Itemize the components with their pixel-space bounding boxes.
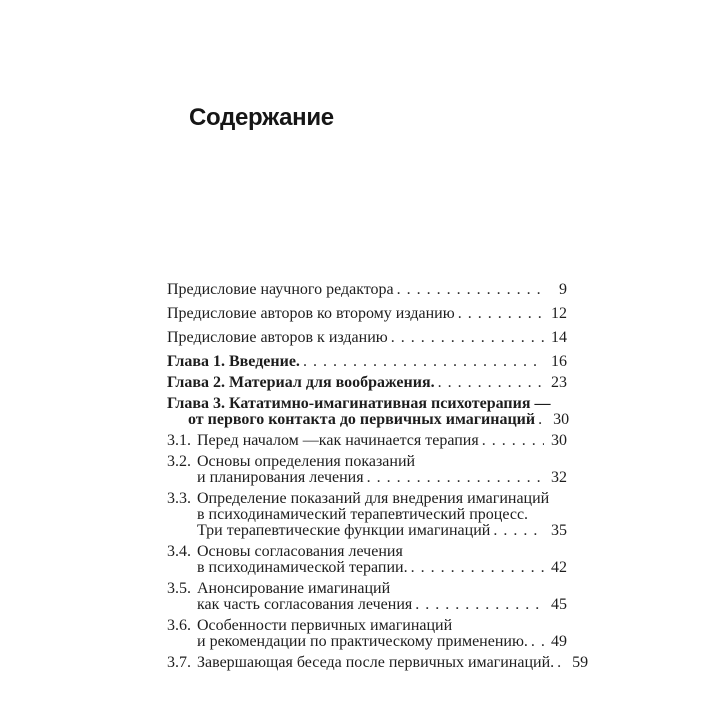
toc-entry-text: Глава 3. Кататимно-имагинативная психотерапия — xyxy=(167,395,551,412)
toc-page-number: 23 xyxy=(551,374,567,391)
toc-entry-line xyxy=(197,491,567,507)
dot-leader xyxy=(415,597,544,613)
toc-entry-line xyxy=(197,560,567,576)
toc-entry-text: и планирования лечения xyxy=(197,469,364,486)
toc-entry-text: и рекомендации по практическому применению. xyxy=(197,633,528,650)
toc-entry-line xyxy=(167,282,567,298)
dot-leader xyxy=(531,634,544,650)
toc-page-number: 59 xyxy=(572,654,589,671)
dot-leader xyxy=(367,470,544,486)
toc-page-number: 49 xyxy=(551,633,567,650)
toc-page-number: 32 xyxy=(551,469,567,486)
toc-entry-text: Предисловие авторов к изданию xyxy=(167,329,388,346)
toc-entry xyxy=(167,306,567,322)
toc-page-number: 42 xyxy=(551,559,567,576)
toc-entry xyxy=(167,395,570,428)
dot-leader xyxy=(303,354,544,370)
toc-entry-text: от первого контакта до первичных имагинаций xyxy=(188,411,536,428)
dot-leader xyxy=(391,330,544,346)
toc-entry-text: в психодинамической терапии. xyxy=(197,559,408,576)
toc-entry xyxy=(167,375,567,391)
toc-entry xyxy=(167,581,567,613)
table-of-contents xyxy=(167,281,589,676)
toc-entry-line xyxy=(197,544,567,560)
toc-entry-line xyxy=(197,454,567,470)
toc-entry-line xyxy=(197,618,567,634)
toc-entry-text: как часть согласования лечения xyxy=(197,596,413,613)
dot-leader xyxy=(538,412,546,428)
toc-entry-line xyxy=(197,597,567,613)
toc-entry-line xyxy=(197,523,567,539)
toc-entry-number: 3.4. xyxy=(167,543,191,560)
toc-entry-text: Определение показаний для внедрения имагинаций xyxy=(197,490,550,507)
toc-entry-line xyxy=(167,330,567,346)
toc-entry xyxy=(167,454,567,486)
toc-page-number: 16 xyxy=(551,353,567,370)
toc-entry-text: Глава 2. Материал для воображения. xyxy=(167,374,435,391)
toc-entry xyxy=(167,354,567,370)
toc-entry-line xyxy=(167,354,567,370)
dot-leader xyxy=(438,375,544,391)
toc-entry-number: 3.6. xyxy=(167,617,191,634)
toc-entry-text: Предисловие научного редактора xyxy=(167,281,394,298)
page-title: Содержание xyxy=(189,104,334,131)
toc-entry-line xyxy=(197,470,567,486)
toc-page-number: 12 xyxy=(551,305,567,322)
dot-leader xyxy=(458,306,544,322)
toc-entry-line xyxy=(197,654,589,671)
toc-entry xyxy=(167,433,567,449)
toc-entry-text: Глава 1. Введение. xyxy=(167,353,300,370)
dot-leader xyxy=(557,655,565,671)
toc-entry-line xyxy=(167,411,570,428)
dot-leader xyxy=(411,560,544,576)
toc-entry-number: 3.2. xyxy=(167,453,191,470)
toc-entry-text: Анонсирование имагинаций xyxy=(197,580,391,597)
toc-entry xyxy=(167,544,567,576)
toc-page-number: 9 xyxy=(559,281,567,298)
toc-page-number: 30 xyxy=(551,432,567,449)
toc-entry xyxy=(167,618,567,650)
toc-entry-text: в психодинамический терапевтический процесс. xyxy=(197,506,529,523)
toc-entry-line xyxy=(197,581,567,597)
toc-entry-number: 3.7. xyxy=(167,654,191,671)
toc-entry-line xyxy=(167,306,567,322)
toc-entry xyxy=(167,654,589,671)
toc-page-number: 35 xyxy=(551,522,567,539)
dot-leader xyxy=(397,282,544,298)
toc-entry-number: 3.5. xyxy=(167,580,191,597)
toc-page-number: 14 xyxy=(551,329,567,346)
toc-entry-text: Перед началом —как начинается терапия xyxy=(197,432,479,449)
toc-entry-text: Предисловие авторов ко второму изданию xyxy=(167,305,455,322)
toc-entry-text: Основы определения показаний xyxy=(197,453,416,470)
toc-entry-text: Три терапевтические функции имагинаций xyxy=(197,522,491,539)
dot-leader xyxy=(493,523,544,539)
toc-entry xyxy=(167,282,567,298)
toc-page-number: 30 xyxy=(553,411,570,428)
toc-entry-line xyxy=(167,396,567,412)
toc-page-number: 45 xyxy=(551,596,567,613)
toc-entry-text: Завершающая беседа после первичных имагинаций. xyxy=(197,654,555,671)
dot-leader xyxy=(482,433,544,449)
toc-entry-line xyxy=(167,375,567,391)
toc-entry-text: Особенности первичных имагинаций xyxy=(197,617,453,634)
toc-entry-number: 3.1. xyxy=(167,432,191,449)
toc-entry-number: 3.3. xyxy=(167,490,191,507)
toc-entry-line xyxy=(197,433,567,449)
toc-entry xyxy=(167,330,567,346)
toc-entry-text: Основы согласования лечения xyxy=(197,543,403,560)
toc-entry xyxy=(167,491,567,539)
toc-entry-line xyxy=(197,507,567,523)
toc-entry-line xyxy=(197,634,567,650)
